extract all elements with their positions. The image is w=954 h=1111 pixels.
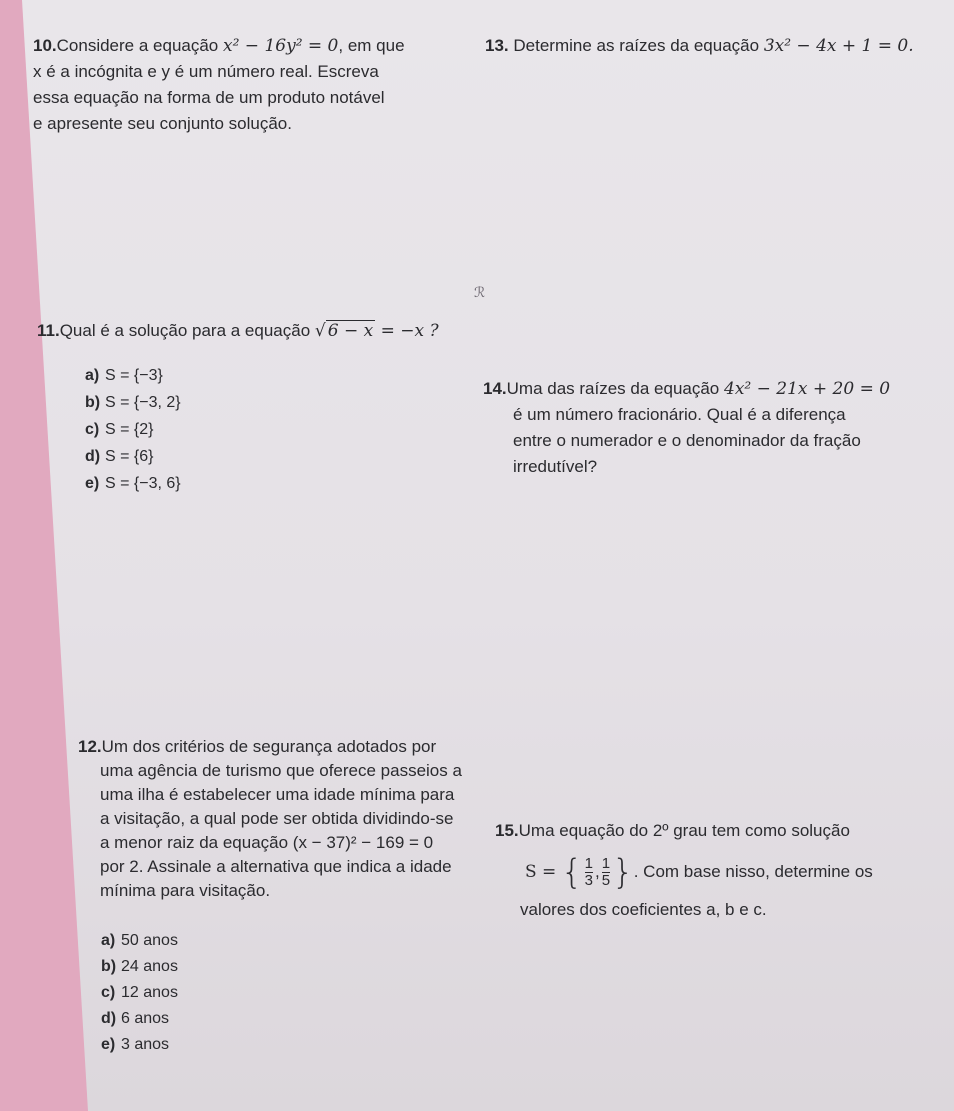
- question-text: por 2. Assinale a alternativa que indica a idade: [100, 857, 452, 876]
- question-text: a visitação, a qual pode ser obtida dividindo-se: [100, 809, 454, 828]
- option-text: S = {−3}: [105, 367, 163, 384]
- option-letter: b): [85, 394, 101, 411]
- question-number: 11.: [37, 321, 60, 340]
- option-text: S = {−3, 2}: [105, 394, 181, 411]
- option-a[interactable]: [101, 927, 251, 954]
- right-brace: }: [612, 852, 634, 893]
- question-text: Um dos critérios de segurança adotados por: [101, 737, 437, 756]
- option-text: S = {6}: [105, 448, 154, 465]
- option-letter: c): [101, 984, 116, 1001]
- option-letter: b): [101, 958, 117, 975]
- option-letter: d): [101, 1010, 117, 1027]
- question-text: e apresente seu conjunto solução.: [33, 114, 292, 133]
- question-number: 10.: [33, 36, 57, 55]
- option-letter: c): [85, 421, 100, 438]
- option-e[interactable]: [101, 1031, 251, 1058]
- question-text: , em que: [338, 36, 405, 55]
- question-text: uma agência de turismo que oferece passeios a: [100, 761, 462, 780]
- option-letter: a): [101, 932, 116, 949]
- option-b[interactable]: [85, 389, 285, 416]
- option-a[interactable]: [85, 362, 285, 389]
- question-text: valores dos coeficientes a, b e c.: [520, 899, 767, 919]
- question-15: 15.Uma equação do 2º grau tem como solução S = { $\frac{1}{3}$ , $\frac{1}{5}$ }. Com base nisso, determine os valores dos coeficientes a, b e c.: [495, 818, 950, 923]
- numerator: 1: [601, 855, 611, 873]
- fraction-one-third: [585, 856, 593, 889]
- question-number: 13.: [485, 36, 509, 55]
- question-text: . Com base nisso, determine os: [633, 862, 873, 881]
- pencil-mark: ℛ: [474, 284, 486, 300]
- question-12: [78, 735, 488, 903]
- option-letter: e): [85, 475, 100, 492]
- option-letter: a): [85, 367, 100, 384]
- question-text: uma ilha é estabelecer uma idade mínima para: [100, 785, 455, 804]
- option-text: 6 anos: [121, 1010, 170, 1027]
- question-number: 12.: [78, 737, 102, 756]
- set-label: S =: [525, 862, 557, 882]
- left-brace: {: [561, 852, 583, 893]
- option-text: 24 anos: [121, 958, 178, 975]
- equation-rhs: = −x ?: [375, 321, 439, 341]
- question-text: entre o numerador e o denominador da fração: [513, 431, 861, 450]
- option-letter: d): [85, 448, 101, 465]
- question-text: x é a incógnita e y é um número real. Escreva: [33, 62, 379, 81]
- fraction-one-fifth: [602, 856, 610, 889]
- option-text: S = {−3, 6}: [105, 475, 181, 492]
- option-letter: e): [101, 1036, 116, 1053]
- question-text: Uma equação do 2º grau tem como solução: [518, 821, 850, 840]
- equation: 4x² − 21x + 20 = 0: [724, 379, 891, 399]
- option-b[interactable]: [101, 953, 251, 980]
- question-text: Determine as raízes da equação: [513, 36, 760, 55]
- equation: x² − 16y² = 0: [223, 36, 339, 56]
- question-text: Qual é a solução para a equação: [59, 321, 311, 340]
- option-text: 3 anos: [121, 1036, 170, 1053]
- option-d[interactable]: [101, 1005, 251, 1032]
- option-text: S = {2}: [105, 421, 154, 438]
- option-text: 12 anos: [121, 984, 178, 1001]
- question-text: a menor raiz da equação (x − 37)² − 169 = 0: [100, 833, 434, 852]
- question-text: Considere a equação: [56, 36, 219, 55]
- numerator: 1: [584, 855, 594, 873]
- denominator: 3: [584, 872, 594, 890]
- question-text: irredutível?: [513, 457, 598, 476]
- option-c[interactable]: [85, 416, 285, 443]
- option-d[interactable]: [85, 443, 285, 470]
- equation: √ 6 − x = −x ?: [314, 321, 439, 341]
- option-text: 50 anos: [121, 932, 178, 949]
- option-c[interactable]: [101, 979, 251, 1006]
- option-e[interactable]: [85, 470, 285, 497]
- question-11: [37, 318, 487, 344]
- question-text: é um número fracionário. Qual é a diferença: [513, 405, 846, 424]
- question-13: [485, 33, 945, 59]
- question-number: 15.: [495, 821, 519, 840]
- question-10: [33, 33, 473, 137]
- question-text: Uma das raízes da equação: [506, 379, 720, 398]
- denominator: 5: [601, 872, 611, 890]
- equation: 3x² − 4x + 1 = 0.: [763, 36, 914, 56]
- question-text: mínima para visitação.: [100, 881, 271, 900]
- question-14: [483, 376, 943, 480]
- radicand: 6 − x: [327, 321, 374, 341]
- question-number: 14.: [483, 379, 507, 398]
- question-text: essa equação na forma de um produto notável: [33, 88, 385, 107]
